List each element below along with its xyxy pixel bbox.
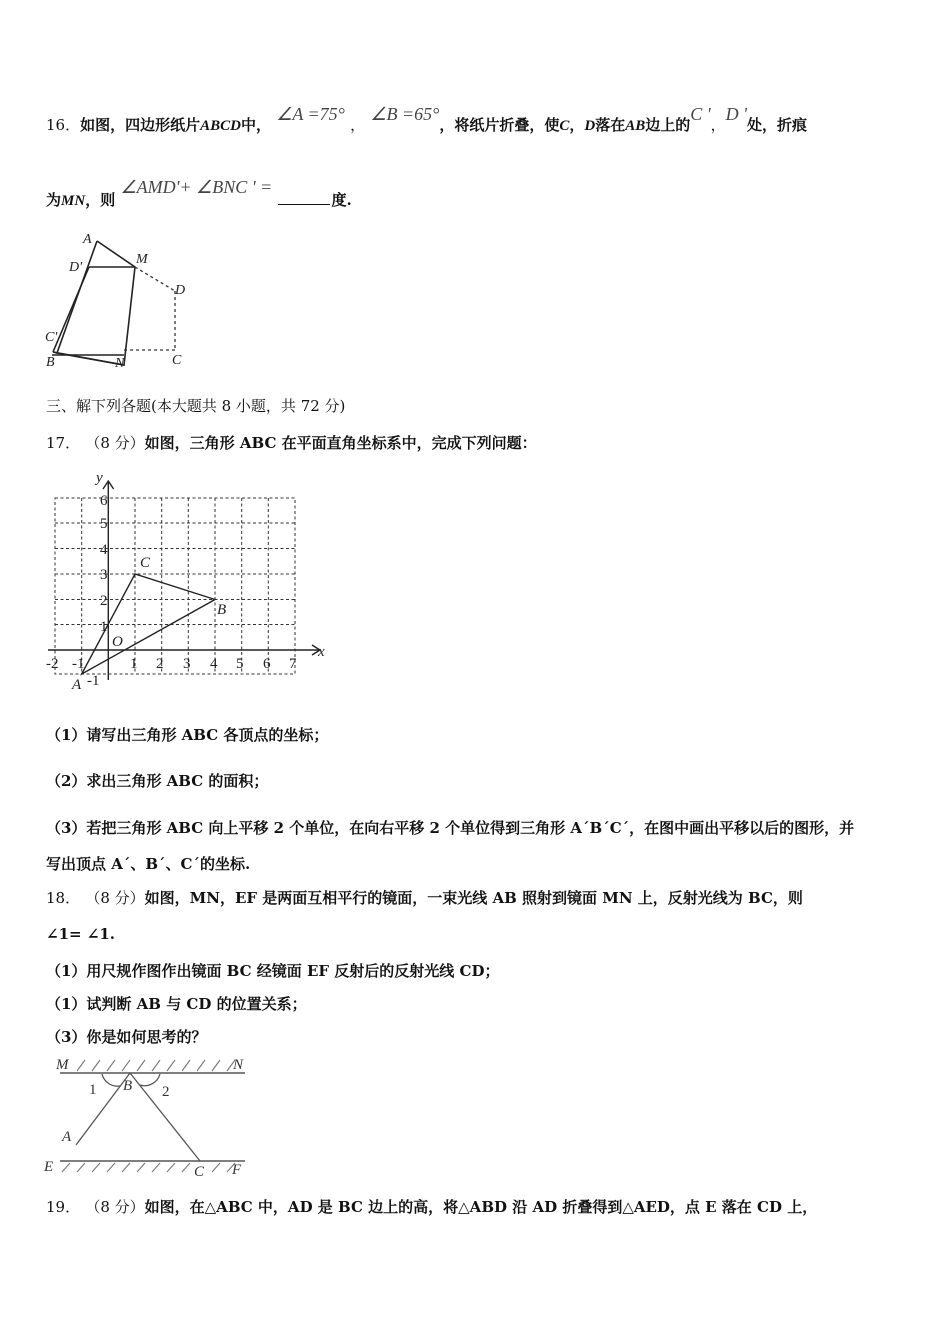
y-axis-label: y bbox=[96, 470, 103, 486]
q17-part1: （1）请写出三角形 ABC 各顶点的坐标； bbox=[46, 726, 329, 744]
q16-comma3: ， bbox=[710, 116, 726, 134]
q18-part3: （3）你是如何思考的？ bbox=[46, 1028, 207, 1046]
label-b: B bbox=[123, 1078, 133, 1094]
q17-part2: （2）求出三角形 ABC 的面积； bbox=[46, 772, 269, 790]
q16-comma1: ， bbox=[350, 116, 366, 134]
label-n: N bbox=[233, 1057, 244, 1073]
q16-text3: ，将纸片折叠，使 bbox=[439, 116, 560, 134]
q18-score: （8 分） bbox=[85, 889, 145, 907]
q16-label-n: N bbox=[115, 356, 125, 371]
point-c-label: C bbox=[140, 555, 151, 571]
q17-part3-line1: （3）若把三角形 ABC 向上平移 2 个单位，在向右平移 2 个单位得到三角形 A´B´C´，在图中画出平移以后的图形，并 bbox=[46, 819, 855, 837]
y-tick-4: 4 bbox=[100, 542, 108, 558]
q16-d-prime: D ' bbox=[725, 104, 748, 124]
x-axis-label: x bbox=[318, 644, 325, 660]
q18-part2: （1）试判断 AB 与 CD 的位置关系； bbox=[46, 995, 307, 1013]
q16-line1 bbox=[46, 104, 808, 135]
x-tick-4: 4 bbox=[210, 656, 218, 672]
q16-angle-b: ∠B =65° bbox=[370, 104, 440, 124]
q16-text1: 如图，四边形纸片 bbox=[80, 116, 201, 134]
q16-label-d: D bbox=[175, 283, 186, 298]
point-b-label: B bbox=[217, 602, 227, 618]
q17-text: 如图，三角形 ABC 在平面直角坐标系中，完成下列问题： bbox=[144, 434, 537, 452]
q16-c-prime: C ' bbox=[690, 104, 711, 124]
q16-text5: 边上的 bbox=[645, 116, 691, 134]
q16-label-c: C bbox=[172, 353, 182, 368]
q16-text2: 中， bbox=[240, 116, 271, 134]
q16-number: 16． bbox=[46, 116, 81, 134]
q18-part1: （1）用尺规作图作出镜面 BC 经镜面 EF 反射后的反射光线 CD； bbox=[46, 962, 500, 980]
y-tick-minus1: -1 bbox=[87, 673, 100, 689]
y-tick-6: 6 bbox=[100, 493, 108, 509]
q17-score: （8 分） bbox=[85, 434, 145, 452]
q16-angle-a: ∠A =75° bbox=[276, 104, 345, 124]
q19-stem bbox=[46, 1196, 817, 1217]
q17-part3-line2: 写出顶点 A´、B´、C´的坐标. bbox=[46, 855, 251, 873]
q16-label-a: A bbox=[83, 232, 92, 247]
x-tick-minus1: -1 bbox=[72, 656, 85, 672]
label-c: C bbox=[194, 1164, 205, 1180]
q16-suffix: 度. bbox=[331, 191, 352, 209]
q16-line2-text1: 为 bbox=[46, 191, 62, 209]
x-tick-2: 2 bbox=[156, 656, 164, 672]
y-tick-2: 2 bbox=[100, 593, 108, 609]
q16-mn: MN bbox=[61, 193, 86, 209]
label-f: F bbox=[232, 1162, 242, 1178]
y-tick-3: 3 bbox=[100, 567, 108, 583]
point-a-label: A bbox=[72, 677, 82, 693]
q16-quadrilateral-figure bbox=[40, 228, 200, 373]
label-m: M bbox=[56, 1057, 69, 1073]
q16-label-d-prime: D' bbox=[69, 260, 83, 275]
label-a: A bbox=[62, 1129, 72, 1145]
q16-d: D bbox=[584, 118, 596, 134]
label-angle-1: 1 bbox=[89, 1082, 97, 1098]
q16-label-b: B bbox=[46, 355, 55, 370]
y-tick-5: 5 bbox=[100, 516, 108, 532]
origin-label: O bbox=[112, 634, 123, 650]
q16-answer-blank bbox=[278, 204, 330, 205]
q16-line2 bbox=[46, 177, 352, 210]
q16-text6: 处，折痕 bbox=[747, 116, 808, 134]
q18-number: 18． bbox=[46, 889, 81, 907]
ray-ab bbox=[76, 1073, 133, 1145]
q17-stem bbox=[46, 432, 537, 453]
q16-c: C bbox=[559, 118, 570, 134]
q16-label-c-prime: C' bbox=[45, 330, 58, 345]
q17-coordinate-graph bbox=[40, 465, 340, 695]
q18-stem bbox=[46, 887, 803, 908]
q16-comma2: ， bbox=[569, 116, 585, 134]
q16-line2-text2: ，则 bbox=[85, 191, 116, 209]
q16-expression: ∠AMD'+ ∠BNC ' = bbox=[120, 177, 273, 197]
x-tick-minus2: -2 bbox=[46, 656, 59, 672]
q16-label-m: M bbox=[136, 252, 148, 267]
q18-mirror-figure bbox=[40, 1052, 260, 1180]
q16-abcd: ABCD bbox=[200, 118, 241, 134]
q18-text: 如图，MN，EF 是两面互相平行的镜面，一束光线 AB 照射到镜面 MN 上，反射光线为 BC，则 bbox=[144, 889, 803, 907]
x-tick-7: 7 bbox=[289, 656, 297, 672]
angle-1-arc bbox=[102, 1074, 120, 1086]
q19-text: 如图，在△ABC 中，AD 是 BC 边上的高，将△ABD 沿 AD 折叠得到△AED，点 E 落在 CD 上， bbox=[144, 1198, 818, 1216]
x-tick-5: 5 bbox=[236, 656, 244, 672]
x-tick-3: 3 bbox=[183, 656, 191, 672]
label-angle-2: 2 bbox=[162, 1084, 170, 1100]
q18-line2: ∠1= ∠1. bbox=[46, 925, 116, 943]
q19-score: （8 分） bbox=[85, 1198, 145, 1216]
y-tick-1: 1 bbox=[100, 619, 108, 635]
x-tick-6: 6 bbox=[263, 656, 271, 672]
q16-ab: AB bbox=[625, 118, 646, 134]
q16-text4: 落在 bbox=[595, 116, 626, 134]
label-e: E bbox=[44, 1159, 54, 1175]
angle-2-arc bbox=[140, 1074, 160, 1086]
section3-heading: 三、解下列各题(本大题共 8 小题，共 72 分) bbox=[46, 397, 346, 415]
x-tick-1: 1 bbox=[130, 656, 138, 672]
q17-number: 17． bbox=[46, 434, 81, 452]
q19-number: 19． bbox=[46, 1198, 81, 1216]
